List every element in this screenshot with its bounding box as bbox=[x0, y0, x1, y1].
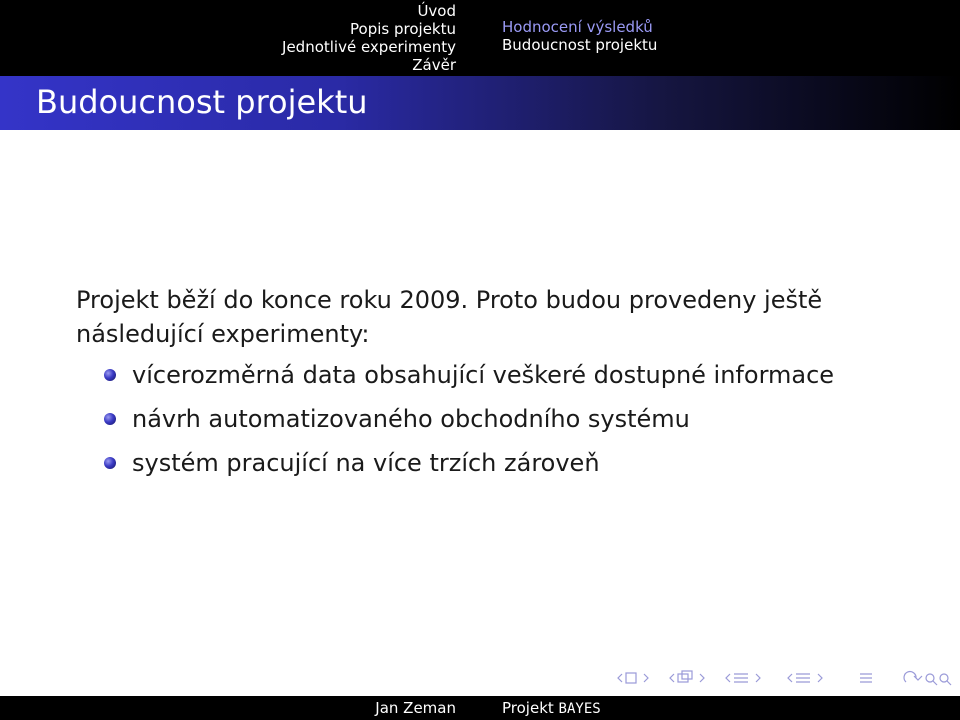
slide-content bbox=[76, 283, 916, 493]
list-item bbox=[76, 361, 916, 389]
nav-subsection-hodnoceni-vysledku[interactable]: Hodnocení výsledků bbox=[502, 18, 653, 36]
list-item-text: systém pracující na více trzích zároveň bbox=[132, 449, 600, 477]
list-item bbox=[76, 405, 916, 433]
bullet-icon bbox=[104, 457, 116, 469]
nav-sections-left bbox=[0, 0, 464, 76]
experiment-list bbox=[76, 361, 916, 477]
list-item-text: vícerozměrná data obsahující veškeré dostupné informace bbox=[132, 361, 835, 389]
intro-paragraph bbox=[76, 283, 916, 351]
footer-author: Jan Zeman bbox=[375, 699, 456, 717]
footline bbox=[0, 696, 960, 720]
intro-year: 2009 bbox=[399, 286, 461, 314]
footer-project-prefix: Projekt bbox=[502, 699, 559, 717]
nav-subsection-list-icon[interactable] bbox=[788, 674, 822, 682]
bullet-icon bbox=[104, 369, 116, 381]
nav-subsection-icon[interactable] bbox=[670, 671, 704, 682]
list-item bbox=[76, 449, 916, 477]
beamer-navigation-symbols bbox=[616, 668, 956, 688]
bullet-icon bbox=[104, 413, 116, 425]
nav-section-popis-projektu[interactable]: Popis projektu bbox=[350, 20, 456, 38]
nav-section-jednotlive-experimenty[interactable]: Jednotlivé experimenty bbox=[282, 38, 456, 56]
top-navigation-bar bbox=[0, 0, 960, 76]
nav-symbols-svg bbox=[616, 668, 956, 688]
footer-project bbox=[502, 696, 601, 720]
footer-project-name: BAYES bbox=[558, 701, 601, 717]
nav-sections-right bbox=[502, 0, 657, 76]
intro-text-1: Projekt běží do konce roku bbox=[76, 286, 400, 314]
intro-text-2: . Proto budou provedeny ještě následující experimenty: bbox=[76, 286, 823, 348]
nav-section-uvod[interactable]: Úvod bbox=[417, 2, 456, 20]
list-item-text: návrh automatizovaného obchodního systému bbox=[132, 405, 690, 433]
nav-section-zaver[interactable]: Závěr bbox=[412, 56, 456, 74]
nav-search-icon[interactable] bbox=[904, 672, 951, 685]
nav-section-icon[interactable] bbox=[726, 674, 760, 682]
nav-doc-icon[interactable] bbox=[860, 674, 872, 682]
nav-subsection-budoucnost-projektu[interactable]: Budoucnost projektu bbox=[502, 36, 658, 54]
frame-title: Budoucnost projektu bbox=[36, 83, 368, 121]
nav-frame-icon[interactable] bbox=[618, 673, 648, 683]
